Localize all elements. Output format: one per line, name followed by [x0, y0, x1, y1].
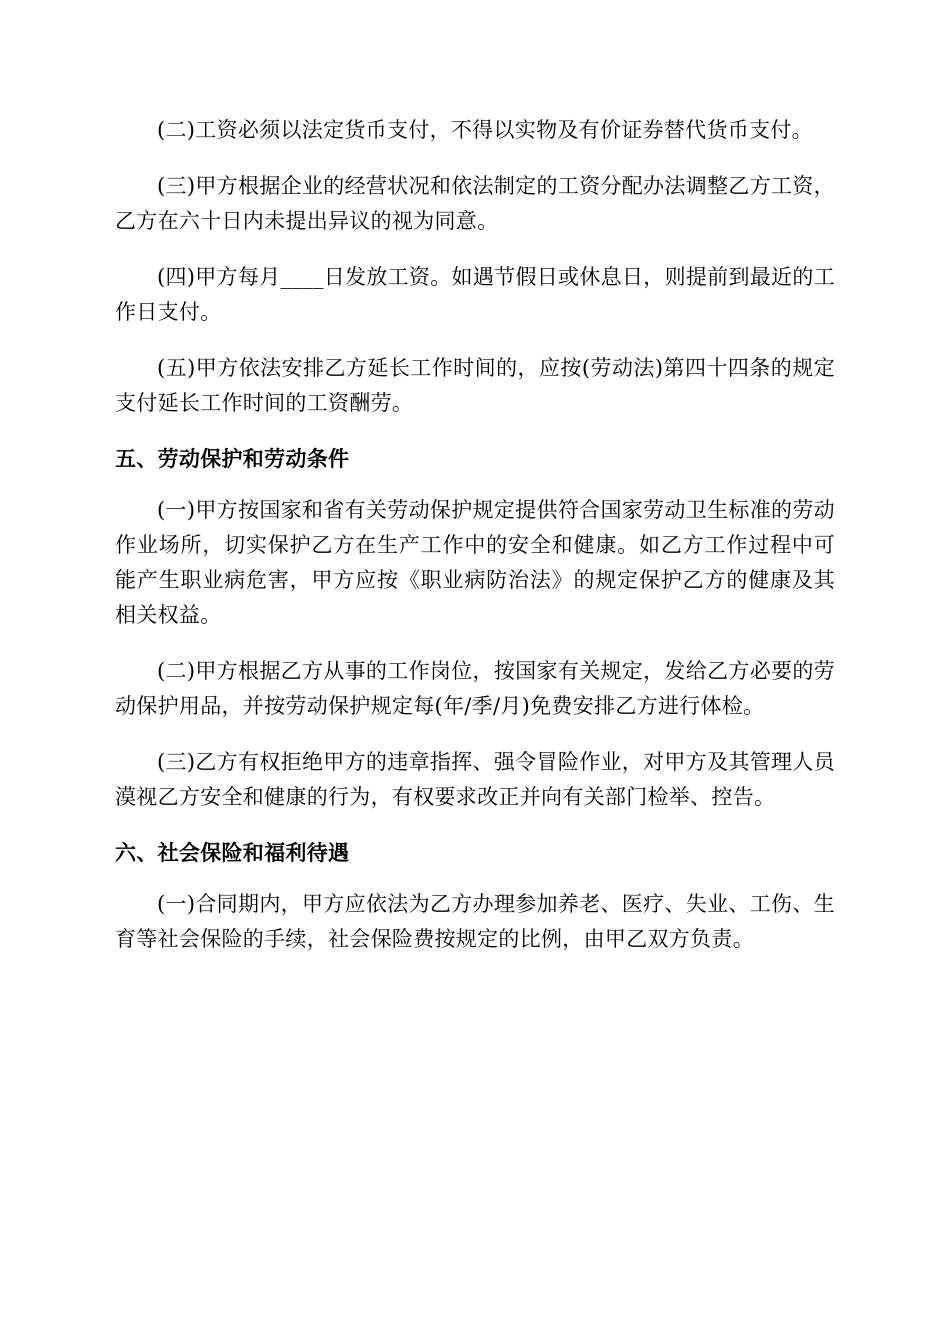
- paragraph-5-1: (一)甲方按国家和省有关劳动保护规定提供符合国家劳动卫生标准的劳动作业场所，切实保护乙方在生产工作中的安全和健康。如乙方工作过程中可能产生职业病危害，甲方应按《职业病防治法》的规定保护乙方的健康及其相关权益。: [115, 498, 835, 627]
- section-heading-5: 五、劳动保护和劳动条件: [115, 447, 350, 471]
- paragraph-6-1: (一)合同期内，甲方应依法为乙方办理参加养老、医疗、失业、工伤、生育等社会保险的手续，社会保险费按规定的比例，由甲乙双方负责。: [115, 892, 835, 951]
- paragraph-5-3: (三)乙方有权拒绝甲方的违章指挥、强令冒险作业，对甲方及其管理人员漠视乙方安全和健康的行为，有权要求改正并向有关部门检举、控告。: [115, 750, 835, 809]
- paragraph-4-3: (三)甲方根据企业的经营状况和依法制定的工资分配办法调整乙方工资，乙方在六十日内未提出异议的视为同意。: [115, 174, 835, 233]
- document-page: [115, 113, 835, 978]
- paragraph-4-5: (五)甲方依法安排乙方延长工作时间的，应按(劳动法)第四十四条的规定支付延长工作时间的工资酬劳。: [115, 356, 835, 415]
- paragraph-4-2: (二)工资必须以法定货币支付，不得以实物及有价证券替代货币支付。: [157, 118, 813, 142]
- paragraph-5-2: (二)甲方根据乙方从事的工作岗位，按国家有关规定，发给乙方必要的劳动保护用品，并按劳动保护规定每(年/季/月)免费安排乙方进行体检。: [115, 659, 835, 718]
- section-heading-6: 六、社会保险和福利待遇: [115, 841, 350, 865]
- paragraph-4-4: (四)甲方每月____日发放工资。如遇节假日或休息日，则提前到最近的工作日支付。: [115, 265, 835, 324]
